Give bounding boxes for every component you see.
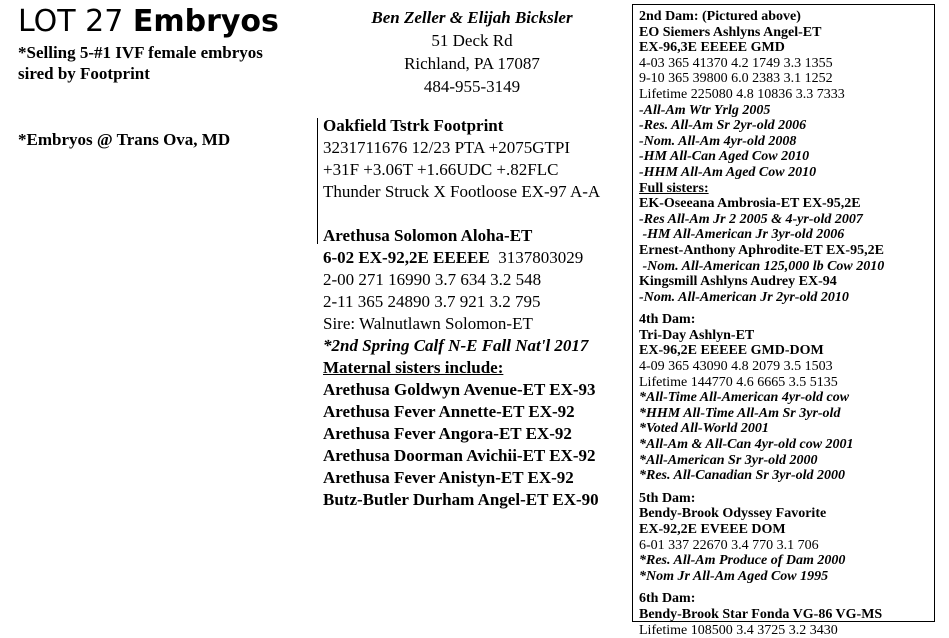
maternal-sister: Arethusa Goldwyn Avenue-ET EX-93 [323,380,596,399]
sixth-dam-name: Bendy-Brook Star Fonda VG-86 VG-MS [639,606,883,622]
lot-number: LOT 27 [18,4,124,39]
dam-record-2: 2-11 365 24890 3.7 921 3.2 795 [323,292,541,311]
dam-award: *2nd Spring Calf N-E Fall Nat'l 2017 [323,336,589,355]
dam-registration: 3137803029 [498,248,584,267]
second-dam-award: -All-Am Wtr Yrlg 2005 [639,102,771,118]
sixth-dam-header: 6th Dam: [639,591,696,607]
fourth-dam-record: 4-09 365 43090 4.8 2079 3.5 1503 [639,359,833,375]
maternal-sister: Arethusa Fever Angora-ET EX-92 [323,424,572,443]
fifth-dam-award: *Nom Jr All-Am Aged Cow 1995 [639,568,829,584]
full-sister-award: -HM All-American Jr 3yr-old 2006 [639,227,845,243]
fourth-dam-award: *HHM All-Time All-Am Sr 3yr-old [639,405,841,421]
dam-sire: Sire: Walnutlawn Solomon-ET [323,314,533,333]
full-sister-award: -Nom. All-American Jr 2yr-old 2010 [639,289,849,305]
sire-line2: +31F +3.06T +1.66UDC +.82FLC [323,160,559,179]
fifth-dam-score: EX-92,2E EVEEE DOM [639,522,786,537]
consignor-names: Ben Zeller & Elijah Bicksler [371,8,573,27]
maternal-sister: Arethusa Fever Annette-ET EX-92 [323,402,575,421]
fifth-dam-award: *Res. All-Am Produce of Dam 2000 [639,553,846,569]
maternal-sister: Butz-Butler Durham Angel-ET EX-90 [323,490,599,509]
fifth-dam-record: 6-01 337 22670 3.4 770 3.1 706 [639,537,819,553]
fourth-dam-award: *All-Am & All-Can 4yr-old cow 2001 [639,437,854,453]
second-dam-award: -Res. All-Am Sr 2yr-old 2006 [639,118,807,134]
fourth-dam-award: *Voted All-World 2001 [639,421,769,437]
second-dam-record: 4-03 365 41370 4.2 1749 3.3 1355 [639,55,833,71]
dam-block [323,225,599,511]
consignor-street: 51 Deck Rd [431,31,513,50]
second-dam-record: Lifetime 225080 4.8 10836 3.3 7333 [639,86,845,102]
maternal-sister: Arethusa Doorman Avichii-ET EX-92 [323,446,596,465]
fourth-dam-award: *All-Time All-American 4yr-old cow [639,390,850,406]
full-sister-name: Kingsmill Ashlyns Audrey EX-94 [639,274,837,290]
pedigree-column [639,9,931,638]
maternal-sisters-header: Maternal sisters include: [323,358,504,377]
sire-name: Oakfield Tstrk Footprint [323,116,504,135]
lot-type: Embryos [132,4,279,39]
fourth-dam-name: Tri-Day Ashlyn-ET [639,327,755,343]
fourth-dam-record: Lifetime 144770 4.6 6665 3.5 5135 [639,374,838,390]
fifth-dam-header: 5th Dam: [639,490,696,506]
consignor-city: Richland, PA 17087 [404,54,540,73]
second-dam-award: -Nom. All-Am 4yr-old 2008 [639,133,797,149]
pedigree-bracket-line [317,118,318,244]
second-dam-award: -HHM All-Am Aged Cow 2010 [639,164,817,180]
dam-class-score: 6-02 EX-92,2E EEEEE [323,248,490,267]
lot-title [18,4,279,39]
selling-note-line2: sired by Footprint [18,64,150,83]
sire-line3: Thunder Struck X Footloose EX-97 A-A [323,182,601,201]
fourth-dam-award: *Res. All-Canadian Sr 3yr-old 2000 [639,468,846,484]
sire-line1: 3231711676 12/23 PTA +2075GTPI [323,138,571,157]
fifth-dam-name: Bendy-Brook Odyssey Favorite [639,506,827,522]
dam-record-1: 2-00 271 16990 3.7 634 3.2 548 [323,270,542,289]
second-dam-award: -HM All-Can Aged Cow 2010 [639,149,810,165]
location-note: *Embryos @ Trans Ova, MD [18,130,231,149]
second-dam-name: EO Siemers Ashlyns Angel-ET [639,24,822,40]
consignor-block [352,6,592,98]
dam-name: Arethusa Solomon Aloha-ET [323,226,533,245]
maternal-sister: Arethusa Fever Anistyn-ET EX-92 [323,468,574,487]
full-sister-name: EK-Oseeana Ambrosia-ET EX-95,2E [639,196,861,212]
full-sister-award: -Nom. All-American 125,000 lb Cow 2010 [639,258,885,274]
selling-note [18,42,263,84]
full-sisters-header: Full sisters: [639,180,709,196]
sixth-dam-record: Lifetime 108500 3.4 3725 3.2 3430 [639,622,838,638]
sire-block [323,115,600,203]
consignor-phone: 484-955-3149 [423,77,521,96]
full-sister-award: -Res All-Am Jr 2 2005 & 4-yr-old 2007 [639,211,863,227]
selling-note-line1: *Selling 5-#1 IVF female embryos [18,43,263,62]
dam-class-line [323,247,599,269]
fourth-dam-score: EX-96,2E EEEEE GMD-DOM [639,343,824,359]
second-dam-score: EX-96,3E EEEEE GMD [639,40,785,56]
second-dam-record: 9-10 365 39800 6.0 2383 3.1 1252 [639,71,833,87]
full-sister-name: Ernest-Anthony Aphrodite-ET EX-95,2E [639,242,884,258]
fourth-dam-award: *All-American Sr 3yr-old 2000 [639,452,818,468]
second-dam-header: 2nd Dam: (Pictured above) [639,9,801,24]
fourth-dam-header: 4th Dam: [639,312,696,328]
